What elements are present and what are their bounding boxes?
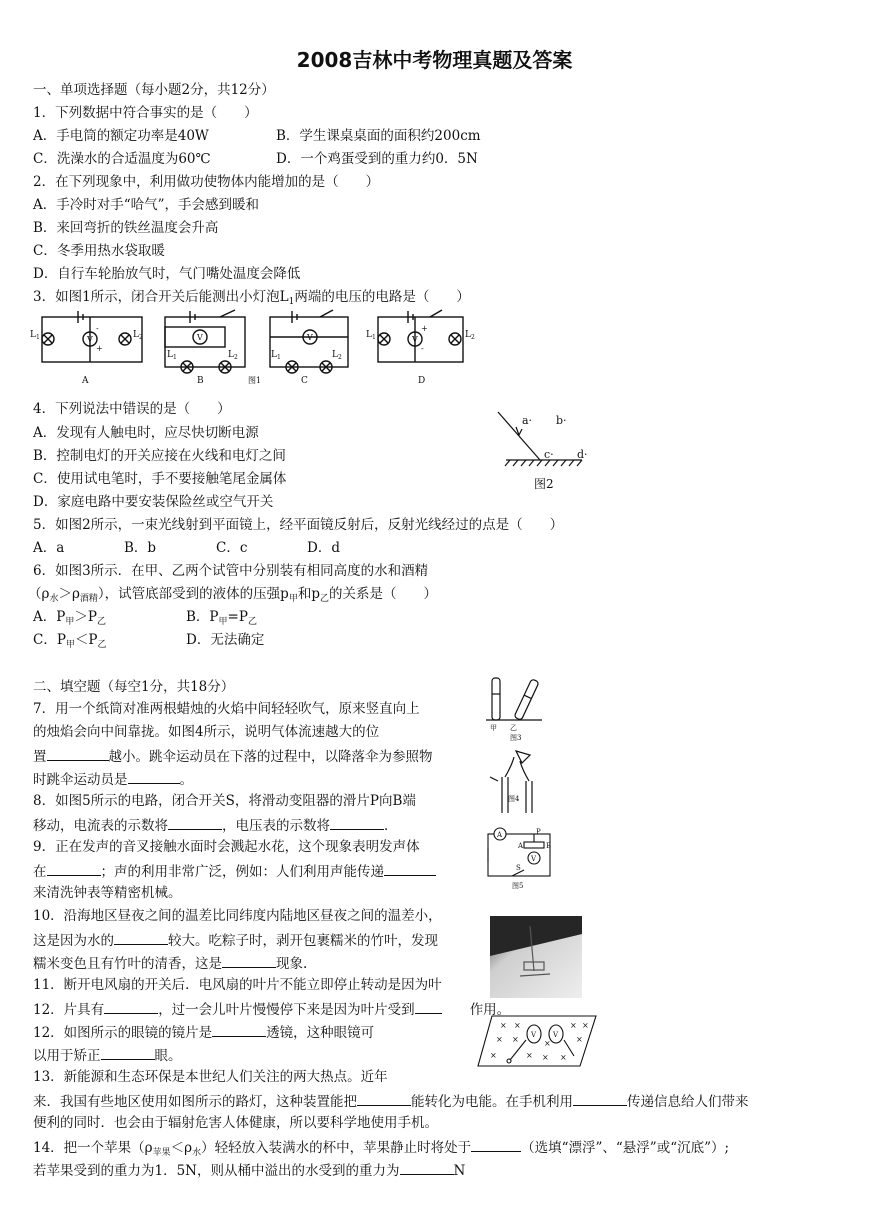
fig1-d-minus: - (421, 344, 424, 353)
q6-s2: 酒精 (79, 594, 98, 604)
q6-t2: ＞ρ (58, 586, 80, 602)
q2-option-d: D．自行车轮胎放气时，气门嘴处温度会降低 (33, 266, 301, 282)
fig3-tube-yi: 乙 (510, 724, 517, 732)
q7-t3: 时跳伞运动员是 (33, 772, 128, 788)
fig1-label-b: B (197, 376, 204, 386)
q12-blank-2[interactable] (101, 1045, 155, 1060)
q14-blank-1[interactable] (471, 1137, 521, 1152)
q10-t3: 糯米变色且有竹叶的清香，这是 (33, 956, 222, 972)
q14-s2: 水 (192, 1148, 202, 1158)
q14-t6: N (453, 1163, 466, 1179)
svg-text:×: × (560, 1053, 567, 1062)
fig1-b-lamp2: $L_2$ (228, 350, 238, 361)
question-8-line2 (33, 815, 398, 835)
q13-t2: 能转化为电能。在手机利用 (411, 1094, 573, 1110)
q5-option-d: D．d (307, 540, 340, 556)
fig2-point-d: d· (577, 448, 588, 461)
q7-t2: 越小。跳伞运动员在下落的过程中，以降落伞为参照物 (108, 749, 433, 765)
q14-t2: ＜ρ (170, 1140, 193, 1156)
svg-text:×: × (582, 1021, 589, 1030)
q8-blank-2[interactable] (330, 815, 384, 830)
q11-blank-1[interactable] (104, 999, 158, 1014)
q6-t1: （ρ (28, 586, 50, 602)
fig-coil-voltmeter-2: V (553, 1031, 559, 1039)
fig1-caption: 图1 (248, 376, 262, 385)
q8-blank-1[interactable] (168, 815, 222, 830)
page-title: 2008吉林中考物理真题及答案 (296, 48, 573, 72)
question-9-line1: 9．正在发声的音叉接触水面时会溅起水花，这个现象表明发声体 (33, 839, 420, 855)
q14-s1: 苹果 (152, 1148, 171, 1158)
question-11-line1: 11．断开电风扇的开关后．电风扇的叶片不能立即停止转动是因为叶 (33, 977, 442, 993)
question-12-line2 (33, 1045, 182, 1065)
q1-option-c: C．洗澡水的合适温度为60℃ (33, 151, 211, 167)
question-13-line1: 13．新能源和生态环保是本世纪人们关注的两大热点。近年 (33, 1069, 388, 1085)
question-7-line3 (33, 746, 433, 766)
q5-option-a: A．a (33, 540, 65, 556)
svg-text:×: × (570, 1021, 577, 1030)
q8-t2: ，电压表的示数将 (222, 818, 330, 834)
q13-blank-2[interactable] (573, 1091, 627, 1106)
q6-option-b (186, 608, 257, 631)
q7-blank-2[interactable] (128, 769, 180, 784)
question-9-line3: 来清洗钟表等精密机械。 (33, 885, 182, 901)
q9-t1: 在 (33, 864, 47, 880)
question-7-line2: 的烛焰会向中间靠拢。如图4所示，说明气体流速越大的位 (33, 724, 380, 740)
fig1-c-lamp2: $L_2$ (332, 350, 342, 361)
q6c-s1: 甲 (65, 640, 75, 650)
q6b-s2: 乙 (247, 617, 257, 627)
question-11-line2 (33, 999, 510, 1019)
q11-t1: 12．片具有 (33, 1002, 105, 1018)
svg-text:×: × (512, 1035, 519, 1044)
figure-magnetic-field (476, 1012, 598, 1070)
q10-blank-1[interactable] (114, 930, 168, 945)
svg-text:×: × (514, 1021, 521, 1030)
q6c-s2: 乙 (97, 640, 107, 650)
q6-option-a (33, 608, 106, 631)
q2-option-b: B．来回弯折的铁丝温度会升高 (33, 220, 219, 236)
q10-blank-2[interactable] (222, 953, 276, 968)
fig1-d-voltmeter: V (412, 335, 418, 344)
q2-option-c: C．冬季用热水袋取暖 (33, 243, 165, 259)
fig4-caption: 图4 (508, 795, 520, 803)
q12-blank-1[interactable] (212, 1022, 266, 1037)
figure-4-candles (486, 747, 548, 817)
q6a-s2: 乙 (96, 617, 106, 627)
q14-t4: （选填“漂浮”、“悬浮”或“沉底”）; (521, 1140, 730, 1156)
q11-blank-2[interactable] (415, 999, 442, 1014)
svg-text:×: × (542, 1053, 549, 1062)
fig5-slider: P (536, 828, 541, 836)
fig1-a-minus: - (96, 324, 99, 333)
q4-option-d: D．家庭电路中要安装保险丝或空气开关 (33, 494, 274, 510)
question-14-line2 (33, 1160, 465, 1180)
fig1-label-a: A (82, 376, 89, 386)
question-7-line1: 7．用一个纸筒对准两根蜡烛的火焰中间轻轻吹气，原来竖直向上 (33, 701, 420, 717)
q14-t1: 14．把一个苹果（ρ (33, 1140, 153, 1156)
q7-blank-1[interactable] (47, 746, 109, 761)
fig1-a-lamp1: $L_1$ (30, 330, 40, 341)
q6-s4: 乙 (319, 594, 329, 604)
q6b-t2: =P (227, 609, 248, 625)
q4-option-b: B．控制电灯的开关应接在火线和电灯之间 (33, 448, 286, 464)
question-8-line1: 8．如图5所示的电路，闭合开关S，将滑动变阻器的滑片P向B端 (33, 793, 416, 809)
fig1-d-plus: + (421, 324, 428, 333)
section1-header: 一、单项选择题（每小题2分，共12分） (33, 82, 275, 98)
fig5-end-b: B (546, 842, 552, 850)
q1-option-b: B．学生课桌桌面的面积约200cm (276, 128, 481, 144)
fig5-caption: 图5 (512, 882, 524, 890)
fig2-point-a: a· (522, 414, 533, 427)
q1-option-a: A．手电筒的额定功率是40W (33, 128, 209, 144)
fig1-a-voltmeter: V (87, 335, 93, 344)
q5-option-b: B．b (124, 540, 157, 556)
svg-text:×: × (500, 1021, 507, 1030)
q1-option-d: D．一个鸡蛋受到的重力约0．5N (276, 151, 478, 167)
figure-1-circuits (30, 305, 490, 390)
fig1-label-c: C (301, 376, 308, 386)
q13-t1: 来．我国有些地区使用如图所示的路灯，这种装置能把 (33, 1094, 357, 1110)
fig3-tube-jia: 甲 (490, 724, 497, 732)
q6a-t2: ＞P (74, 609, 97, 625)
question-6-line2 (28, 585, 437, 608)
question-14-line1 (33, 1137, 729, 1162)
q10-t4: 现象. (276, 956, 308, 972)
q10-t1: 这是因为水的 (33, 933, 114, 949)
svg-text:×: × (576, 1035, 583, 1044)
q14-t3: ）轻轻放入装满水的杯中，苹果静止时将处于 (201, 1140, 472, 1156)
q6-option-d: D．无法确定 (186, 632, 265, 648)
fig1-d-lamp2: $L_2$ (465, 330, 475, 341)
fig5-switch: S (516, 864, 521, 872)
q13-t3: 传递信息给人们带来 (627, 1094, 749, 1110)
q3-text-pre: 3．如图1所示，闭合开关后能测出小灯泡L (33, 289, 289, 305)
fig1-c-voltmeter: V (307, 333, 313, 342)
question-2: 2．在下列现象中，利用做功使物体内能增加的是（ ） (33, 174, 380, 190)
q12-t3: 以用于矫正 (33, 1048, 101, 1064)
q4-option-a: A．发现有人触电时，应尽快切断电源 (33, 425, 259, 441)
q6-option-c (33, 631, 107, 654)
q12-t1: 12．如图所示的眼镜的镜片是 (33, 1025, 213, 1041)
q12-t2: 透镜，这种眼镜可 (266, 1025, 375, 1041)
fig3-caption: 图3 (510, 734, 522, 742)
q14-blank-2[interactable] (400, 1160, 454, 1175)
svg-text:×: × (526, 1051, 533, 1060)
fig2-point-c: c· (544, 448, 554, 461)
question-4: 4．下列说法中错误的是（ ） (33, 401, 231, 417)
q6c-t1: C．P (33, 632, 66, 648)
question-10-line1: 10．沿海地区昼夜之间的温差比同纬度内陆地区昼夜之间的温差小， (33, 908, 442, 924)
fig2-point-b: b· (556, 414, 567, 427)
fig5-ammeter: A (497, 831, 503, 839)
fig-coil-voltmeter-1: V (531, 1031, 537, 1039)
q6-t5: 的关系是（ ） (329, 586, 437, 602)
fig1-label-d: D (418, 376, 426, 386)
figure-5-circuit (482, 826, 560, 892)
figure-3-test-tubes (484, 674, 544, 744)
q6-s1: 水 (49, 594, 59, 604)
question-10-line2 (33, 930, 438, 950)
q2-option-a: A．手冷时对手“哈气”，手会感到暖和 (33, 197, 260, 213)
q9-blank-1[interactable] (47, 861, 101, 876)
q11-t2: ，过一会儿叶片慢慢停下来是因为叶片受到 (158, 1002, 415, 1018)
fig5-end-a: A (518, 842, 524, 850)
fig1-a-lamp2: $L_2$ (133, 330, 143, 341)
q9-blank-2[interactable] (384, 861, 436, 876)
q12-t4: 眼。 (154, 1048, 182, 1064)
q3-text-post: 两端的电压的电路是（ ） (294, 289, 470, 305)
svg-text:×: × (496, 1035, 503, 1044)
q6-s3: 甲 (288, 594, 298, 604)
q4-option-c: C．使用试电笔时，手不要接触笔尾金属体 (33, 471, 287, 487)
photo-tuning-fork (490, 916, 582, 998)
q14-t5: 若苹果受到的重力为1．5N，则从桶中溢出的水受到的重力为 (33, 1163, 400, 1179)
question-9-line2 (33, 861, 436, 881)
question-10-line3 (33, 953, 307, 973)
fig2-caption: 图2 (534, 477, 554, 491)
q6-t3: ），试管底部受到的液体的压强p (97, 586, 289, 602)
figure-2-mirror (490, 408, 600, 493)
q3-subscript: 1 (288, 297, 295, 307)
q6a-t1: A．P (33, 609, 66, 625)
q6b-s1: 甲 (218, 617, 228, 627)
q6b-t1: B．P (186, 609, 219, 625)
fig1-c-lamp1: $L_1$ (271, 350, 281, 361)
q13-blank-1[interactable] (357, 1091, 411, 1106)
question-7-line4 (33, 769, 193, 789)
svg-text:×: × (490, 1051, 497, 1060)
q6c-t2: ＜P (74, 632, 98, 648)
q9-t2: ；声的利用非常广泛，例如：人们利用声能传递 (100, 864, 384, 880)
q7-t4: 。 (179, 772, 193, 788)
question-1: 1．下列数据中符合事实的是（ ） (33, 105, 258, 121)
q8-t1: 移动，电流表的示数将 (33, 818, 168, 834)
question-13-line3: 便利的同时．也会由于辐射危害人体健康，所以要科学地使用手机。 (33, 1115, 438, 1131)
section2-header: 二、填空题（每空1分，共18分） (33, 679, 235, 695)
q6-t4: 和p (297, 586, 320, 602)
q6a-s1: 甲 (65, 617, 75, 627)
q5-option-c: C．c (216, 540, 248, 556)
q10-t2: 较大。吃粽子时，剥开包裹糯米的竹叶，发现 (168, 933, 438, 949)
svg-text:×: × (544, 1039, 551, 1048)
q11-t3: 作用。 (469, 1002, 511, 1018)
question-13-line2 (33, 1091, 749, 1111)
fig1-b-lamp1: $L_1$ (167, 350, 177, 361)
question-5: 5．如图2所示，一束光线射到平面镜上，经平面镜反射后，反射光线经过的点是（ ） (33, 517, 564, 533)
q7-t1: 置 (33, 749, 47, 765)
q8-t3: ． (384, 818, 398, 834)
fig1-b-voltmeter: V (197, 333, 203, 342)
question-6: 6．如图3所示．在甲、乙两个试管中分别装有相同高度的水和酒精 (33, 563, 429, 579)
fig5-voltmeter: V (531, 855, 537, 863)
question-12-line1 (33, 1022, 374, 1042)
fig1-a-plus: + (96, 344, 103, 353)
fig1-d-lamp1: $L_1$ (366, 330, 376, 341)
